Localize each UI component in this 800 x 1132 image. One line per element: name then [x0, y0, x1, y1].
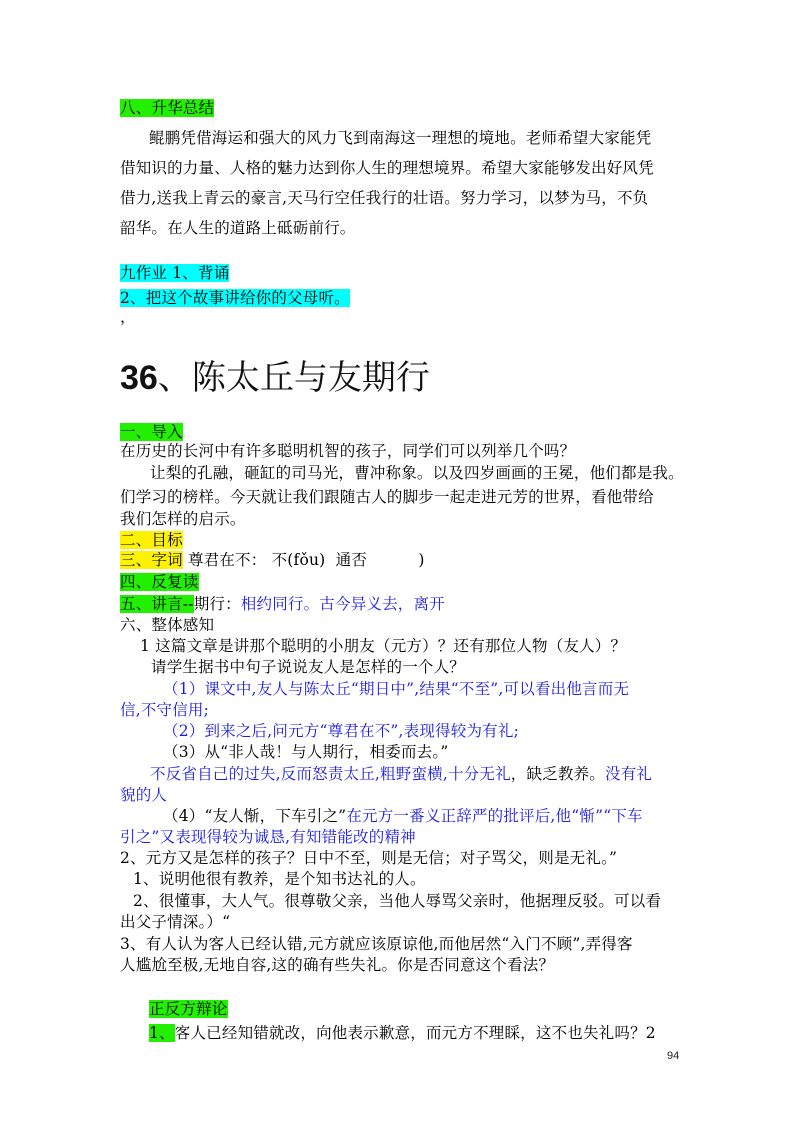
answer-line: 貌的人 — [120, 786, 168, 804]
answer-line: （4）“友人惭，下车引之”在元方一番义正辞严的批评后,他“惭”“下车 — [163, 807, 643, 825]
lesson-title-text: 、陈太丘与友期行 — [157, 359, 430, 397]
stray-comma: ， — [120, 308, 136, 326]
question-2: 2、元方又是怎样的孩子？日中不至，则是无信；对子骂父，则是无礼。” — [120, 849, 618, 867]
answer-line: 引之”又表现得较为诚恳,有知错能改的精神 — [120, 828, 416, 846]
debate-number: 1、 — [149, 1024, 175, 1042]
paragraph-line: 韶华。在人生的道路上砥砺前行。 — [120, 219, 356, 237]
question-1: 1 这篇文章是讲那个聪明的小朋友（元方）？还有那位人物（友人）？ — [140, 637, 627, 655]
intro-heading: 一、导入 — [120, 423, 183, 441]
answer-line: （3）从“非人哉！与人期行，相委而去。” — [163, 743, 449, 761]
goal-heading: 二、目标 — [120, 531, 183, 549]
homework-line-2: 2、把这个故事讲给你的父母听。 — [120, 289, 350, 307]
homework-line-1: 九作业 1、背诵 — [120, 264, 230, 282]
paragraph-line: 借力,送我上青云的豪言,天马行空任我行的壮语。努力学习，以梦为马，不负 — [120, 189, 649, 207]
speech-line: 五、讲言--期行：相约同行。古今异义去，离开 — [120, 595, 445, 613]
section-8-heading: 八、升华总结 — [120, 99, 215, 117]
vocab-text: 尊君在不： 不(fǒu) 通否 ) — [182, 551, 425, 569]
answer-line: 出父子情深。）“ — [120, 913, 231, 931]
answer-line: 2、很懂事，大人气。很尊敬父亲，当他人辱骂父亲时，他据理反驳。可以看 — [133, 892, 662, 910]
speech-heading: 五、讲言-- — [120, 595, 194, 613]
answer-line: （2）到来之后,问元方“尊君在不”,表现得较为有礼; — [163, 722, 519, 740]
paragraph-line: 借知识的力量、人格的魅力达到你人生的理想境界。希望大家能够发出好风凭 — [120, 159, 654, 177]
lesson-title — [120, 356, 430, 400]
overall-heading: 六、整体感知 — [120, 616, 215, 634]
paragraph-line: 在历史的长河中有许多聪明机智的孩子，同学们可以列举几个吗？ — [120, 442, 576, 460]
paragraph-line: 我们怎样的启示。 — [120, 510, 246, 528]
question-3b: 人尴尬至极,无地自容,这的确有些失礼。你是否同意这个看法？ — [120, 956, 555, 974]
paragraph-line: 鲲鹏凭借海运和强大的风力飞到南海这一理想的境地。老师希望大家能凭 — [149, 129, 652, 147]
vocab-line — [120, 549, 425, 571]
paragraph-line: 们学习的榜样。今天就让我们跟随古人的脚步一起走进元芳的世界，看他带给 — [120, 488, 654, 506]
question-3: 3、有人认为客人已经认错,元方就应该原谅他,而他居然“入门不顾”,弄得客 — [120, 935, 633, 953]
answer-line: 不反省自己的过失,反而怒责太丘,粗野蛮横,十分无礼，缺乏教养。没有礼 — [150, 765, 653, 783]
answer-line: 1、说明他很有教养，是个知书达礼的人。 — [133, 870, 426, 888]
vocab-heading: 三、字词 — [120, 551, 183, 569]
debate-heading: 正反方辩论 — [149, 1000, 228, 1018]
reread-heading: 四、反复读 — [120, 573, 199, 591]
debate-line: 1、客人已经知错就改，向他表示歉意，而元方不理睬，这不也失礼吗？2 — [149, 1024, 656, 1042]
lesson-number: 36 — [120, 359, 158, 397]
answer-line: 信,不守信用; — [120, 701, 210, 719]
answer-line: （1）课文中,友人与陈太丘“期日中”,结果“不至”,可以看出他言而无 — [163, 680, 630, 698]
page-number: 94 — [667, 1050, 680, 1062]
paragraph-line: 让梨的孔融，砸缸的司马光，曹冲称象。以及四岁画画的王冕，他们都是我。 — [150, 464, 684, 482]
question-1b: 请学生据书中句子说说友人是怎样的一个人？ — [151, 658, 466, 676]
